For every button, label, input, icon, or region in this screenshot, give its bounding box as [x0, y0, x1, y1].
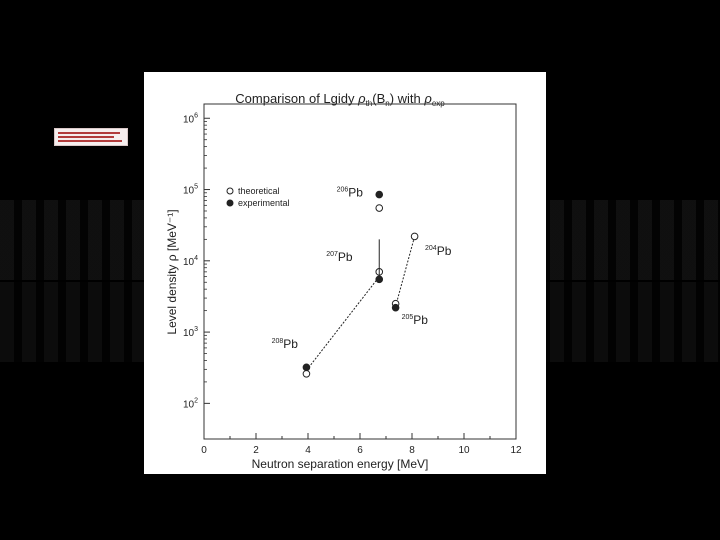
nucleus-label: $^{208}$Pb: [271, 336, 298, 351]
legend: [227, 186, 290, 208]
nucleus-label: $^{206}$Pb: [336, 185, 363, 200]
theoretical-point: [303, 370, 310, 377]
y-tick-label: $10^4$: [182, 254, 198, 268]
experimental-point: [376, 276, 383, 283]
experimental-point: [392, 304, 399, 311]
inset-thumbnail: [54, 128, 128, 146]
x-axis-label: Neutron separation energy [MeV]: [251, 457, 429, 471]
y-axis-label: Level density ρ [MeV⁻¹]: [165, 209, 179, 335]
x-tick-label: 12: [510, 445, 522, 456]
x-tick-label: 2: [253, 445, 259, 456]
series-connector-line: [396, 236, 415, 306]
thumbnail-line: [58, 136, 114, 138]
series-connector-line: [306, 277, 379, 371]
thumbnail-line: [58, 132, 120, 134]
y-tick-label: $10^5$: [182, 183, 198, 197]
nucleus-label: $^{205}$Pb: [401, 312, 428, 327]
nucleus-label: $^{207}$Pb: [326, 249, 353, 264]
x-tick-label: 8: [409, 445, 415, 456]
x-tick-label: 4: [305, 445, 311, 456]
chart-panel: [144, 72, 546, 474]
legend-label: experimental: [238, 198, 290, 208]
y-tick-label: $10^6$: [182, 112, 198, 126]
level-density-chart: [144, 72, 546, 474]
x-axis: [201, 433, 522, 456]
theoretical-point: [411, 233, 418, 240]
plot-frame: [204, 104, 516, 439]
x-tick-label: 6: [357, 445, 363, 456]
chart-title: Comparison of Lgidy $\rho_{th}(B_n)$ with $\rho_{exp}$: [235, 91, 445, 108]
nucleus-label: $^{204}$Pb: [425, 244, 452, 259]
x-tick-label: 10: [458, 445, 470, 456]
y-axis: [183, 112, 210, 410]
y-tick-label: $10^2$: [182, 397, 198, 411]
legend-marker-experimental: [227, 200, 233, 206]
legend-marker-theoretical: [227, 188, 233, 194]
legend-label: theoretical: [238, 186, 280, 196]
data-points: [303, 191, 418, 377]
x-tick-label: 0: [201, 445, 207, 456]
thumbnail-line: [58, 140, 122, 142]
nucleus-labels: [272, 185, 452, 350]
theoretical-point: [376, 205, 383, 212]
experimental-point: [376, 191, 383, 198]
y-tick-label: $10^3$: [182, 326, 198, 340]
experimental-point: [303, 364, 310, 371]
